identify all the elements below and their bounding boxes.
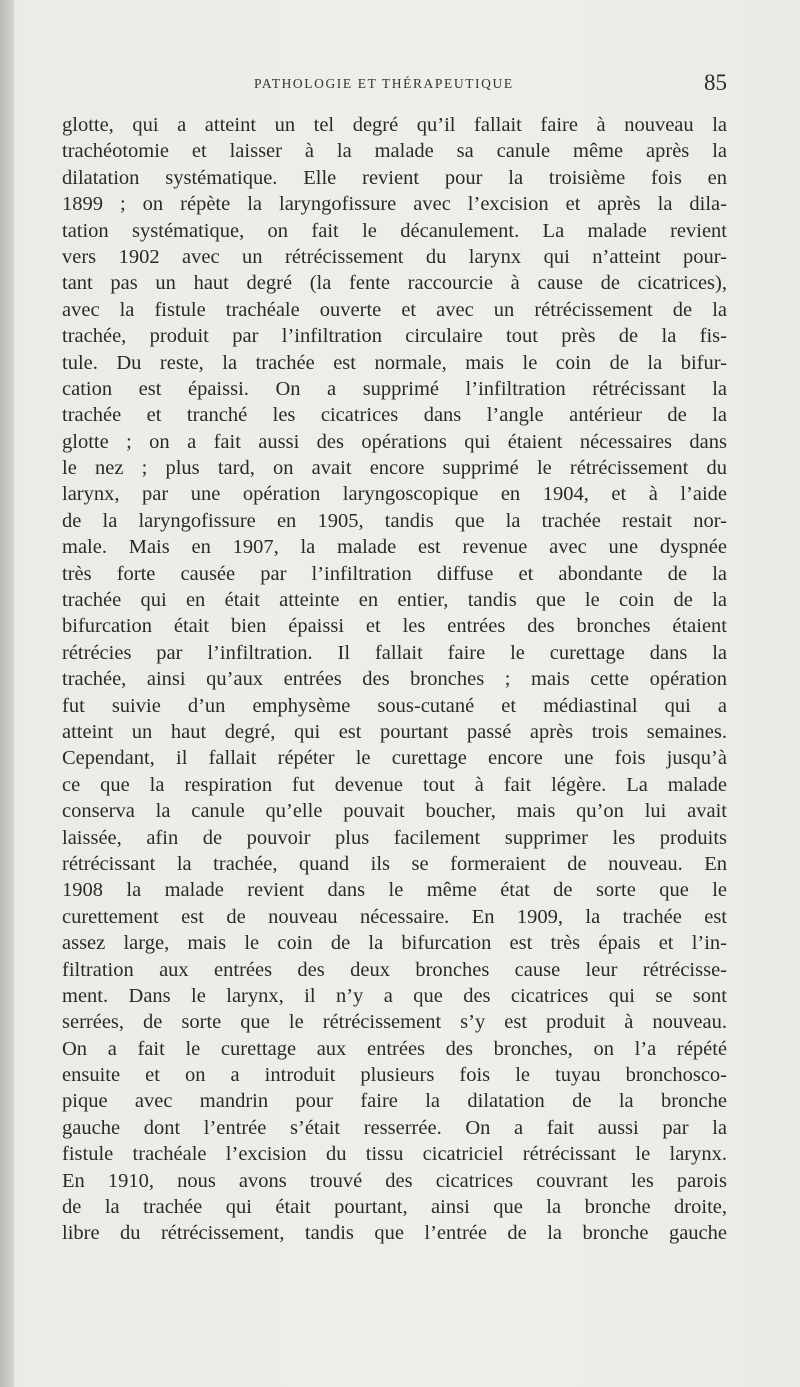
text-line: trachéotomie et laisser à la malade sa canule même après la [62, 140, 727, 163]
text-line: filtration aux entrées des deux bronches cause leur rétrécisse- [62, 958, 727, 981]
text-line: cation est épaissi. On a supprimé l’infiltration rétrécissant la [62, 377, 727, 400]
text-line: 1899 ; on répète la laryngofissure avec l’excision et après la dila- [62, 193, 727, 216]
text-line: le nez ; plus tard, on avait encore supprimé le rétrécissement du [62, 457, 727, 480]
text-line: laissée, afin de pouvoir plus facilement supprimer les produits [62, 826, 727, 849]
text-line: rétrécies par l’infiltration. Il fallait faire le curettage dans la [62, 641, 727, 664]
text-line: 1908 la malade revient dans le même état de sorte que le [62, 879, 727, 902]
text-line: rétrécissant la trachée, quand ils se formeraient de nouveau. En [62, 852, 727, 875]
text-line: male. Mais en 1907, la malade est revenue avec une dyspnée [62, 536, 727, 559]
text-line: fut suivie d’un emphysème sous-cutané et médiastinal qui a [62, 694, 727, 717]
text-line: curettement est de nouveau nécessaire. En 1909, la trachée est [62, 905, 727, 928]
text-line: trachée et tranché les cicatrices dans l’angle antérieur de la [62, 404, 727, 427]
text-line: de la trachée qui était pourtant, ainsi que la bronche droite, [62, 1196, 727, 1219]
text-line: tule. Du reste, la trachée est normale, mais le coin de la bifur- [62, 351, 727, 374]
text-line: trachée, produit par l’infiltration circulaire tout près de la fis- [62, 325, 727, 348]
text-line: trachée qui en était atteinte en entier, tandis que le coin de la [62, 589, 727, 612]
page-header [62, 70, 727, 100]
text-line: avec la fistule trachéale ouverte et avec un rétrécissement de la [62, 298, 727, 321]
text-line: fistule trachéale l’excision du tissu cicatriciel rétrécissant le larynx. [62, 1143, 727, 1166]
text-line: On a fait le curettage aux entrées des bronches, on l’a répété [62, 1037, 727, 1060]
text-line: ment. Dans le larynx, il n’y a que des cicatrices qui se sont [62, 984, 727, 1007]
text-line: En 1910, nous avons trouvé des cicatrices couvrant les parois [62, 1169, 727, 1192]
text-line: libre du rétrécissement, tandis que l’entrée de la bronche gauche [62, 1222, 727, 1245]
running-head: PATHOLOGIE ET THÉRAPEUTIQUE [254, 76, 514, 91]
body-text [62, 112, 727, 1247]
text-line: ensuite et on a introduit plusieurs fois le tuyau bronchosco- [62, 1064, 727, 1087]
text-line: glotte ; on a fait aussi des opérations qui étaient nécessaires dans [62, 430, 727, 453]
page-number: 85 [704, 70, 727, 95]
text-line: atteint un haut degré, qui est pourtant passé après trois semaines. [62, 720, 727, 743]
book-gutter-shadow [0, 0, 14, 1387]
text-line: trachée, ainsi qu’aux entrées des bronches ; mais cette opération [62, 668, 727, 691]
text-line: tation systématique, on fait le décanulement. La malade revient [62, 219, 727, 242]
text-line: assez large, mais le coin de la bifurcation est très épais et l’in- [62, 932, 727, 955]
text-line: vers 1902 avec un rétrécissement du larynx qui n’atteint pour- [62, 245, 727, 268]
text-line: tant pas un haut degré (la fente raccourcie à cause de cicatrices), [62, 272, 727, 295]
text-line: bifurcation était bien épaissi et les entrées des bronches étaient [62, 615, 727, 638]
text-line: larynx, par une opération laryngoscopique en 1904, et à l’aide [62, 483, 727, 506]
text-line: dilatation systématique. Elle revient pour la troisième fois en [62, 166, 727, 189]
text-line: de la laryngofissure en 1905, tandis que la trachée restait nor- [62, 509, 727, 532]
text-line: pique avec mandrin pour faire la dilatation de la bronche [62, 1090, 727, 1113]
text-line: serrées, de sorte que le rétrécissement s’y est produit à nouveau. [62, 1011, 727, 1034]
text-line: très forte causée par l’infiltration diffuse et abondante de la [62, 562, 727, 585]
text-line: conserva la canule qu’elle pouvait boucher, mais qu’on lui avait [62, 800, 727, 823]
text-line: glotte, qui a atteint un tel degré qu’il fallait faire à nouveau la [62, 114, 727, 136]
text-line: gauche dont l’entrée s’était resserrée. On a fait aussi par la [62, 1116, 727, 1139]
text-line: Cependant, il fallait répéter le curettage encore une fois jusqu’à [62, 747, 727, 770]
text-line: ce que la respiration fut devenue tout à fait légère. La malade [62, 773, 727, 796]
